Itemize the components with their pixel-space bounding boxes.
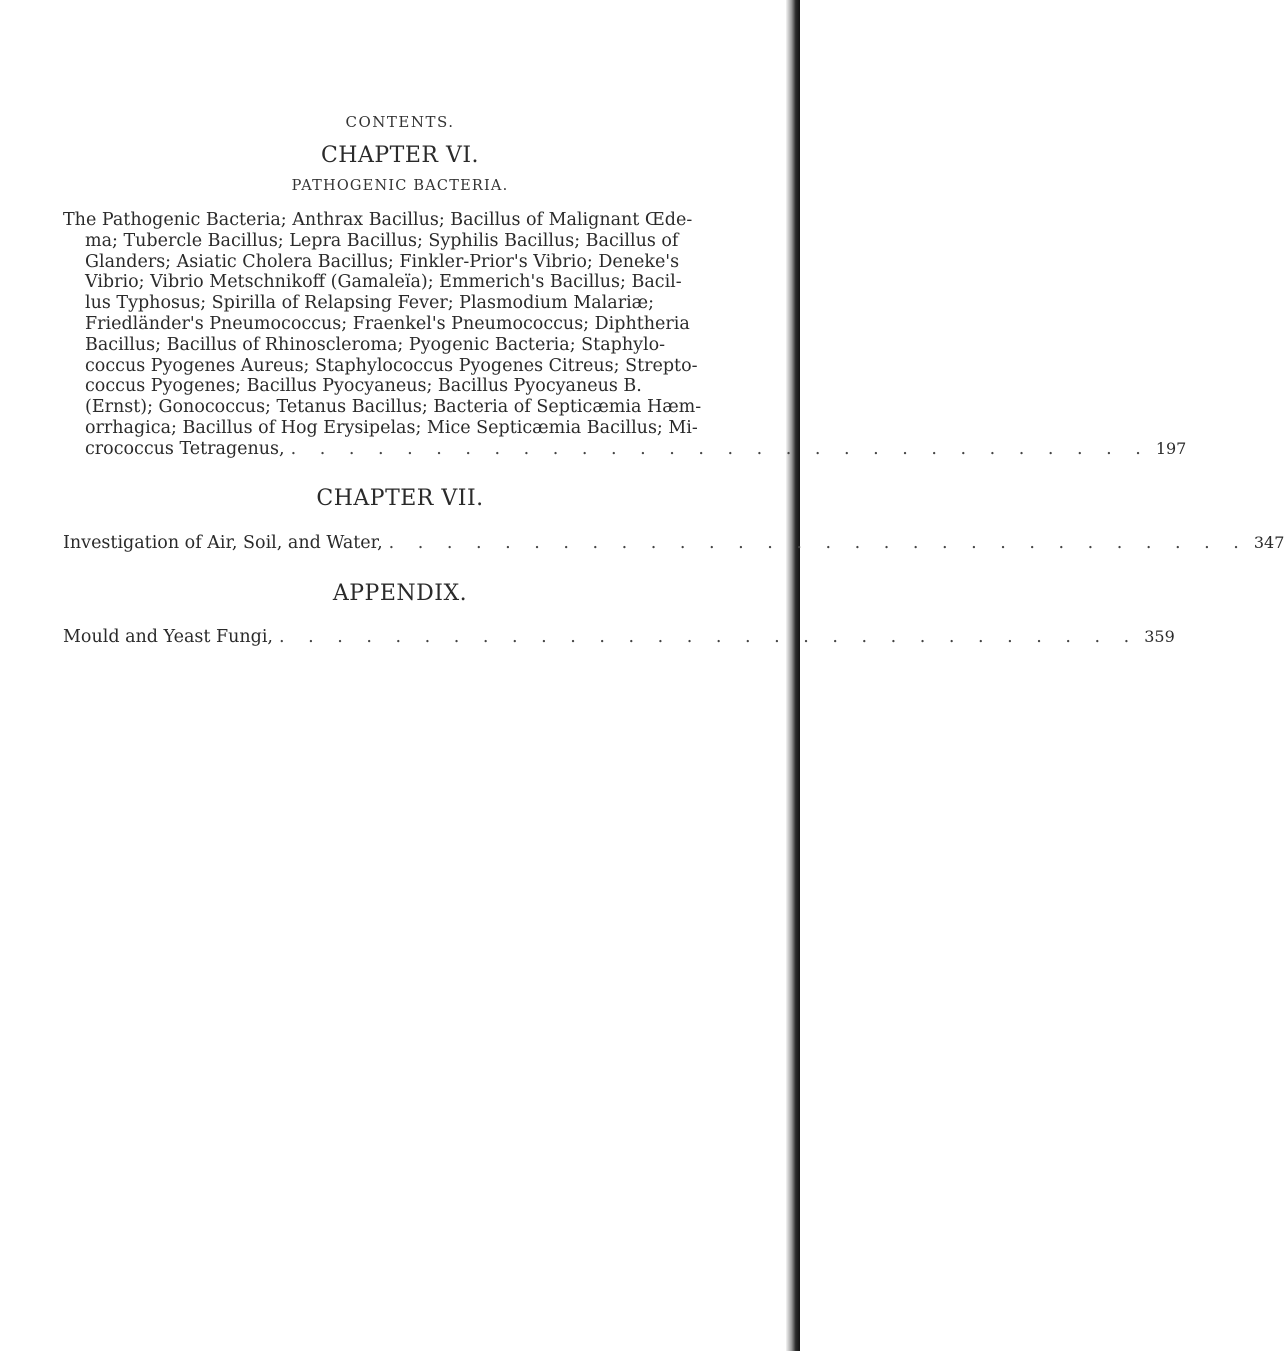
appendix-page-number: 359 [1144, 627, 1175, 646]
toc-line: Bacillus; Bacillus of Rhinoscleroma; Pyogenic Bacteria; Staphylo- [85, 334, 666, 355]
chapter-6-entry[interactable] [63, 210, 1187, 460]
dot-leader: . . . . . . . . . . . . . . . . . . . . . . . . . . . . . . [388, 533, 1248, 553]
appendix-entry[interactable] [63, 627, 1175, 648]
toc-line: Investigation of Air, Soil, and Water, . . . . . . . . . . . . . . . . . . . . . . . . . . . . . . 347 [63, 533, 1284, 553]
toc-line: lus Typhosus; Spirilla of Relapsing Fever; Plasmodium Malariæ; [85, 293, 655, 314]
toc-line: Friedländer's Pneumococcus; Fraenkel's Pneumococcus; Diphtheria [85, 313, 690, 334]
chapter-6-title: CHAPTER VI. [320, 143, 480, 168]
toc-line: Vibrio; Vibrio Metschnikoff (Gamaleïa); Emmerich's Bacillus; Bacil- [85, 272, 682, 293]
toc-line: (Ernst); Gonococcus; Tetanus Bacillus; Bacteria of Septicæmia Hæm- [85, 397, 702, 418]
toc-line: coccus Pyogenes; Bacillus Pyocyaneus; Bacillus Pyocyaneus B. [85, 376, 642, 397]
chapter-7-page-number: 347 [1253, 533, 1284, 552]
toc-line: coccus Pyogenes Aureus; Staphylococcus Pyogenes Citreus; Strepto- [85, 355, 698, 376]
dot-leader: . . . . . . . . . . . . . . . . . . . . . . . . . . . . . . [279, 627, 1139, 647]
appendix-title: APPENDIX. [332, 581, 468, 606]
chapter-7-entry[interactable] [63, 533, 1284, 554]
toc-line: ma; Tubercle Bacillus; Lepra Bacillus; Syphilis Bacillus; Bacillus of [85, 230, 679, 251]
toc-line: Glanders; Asiatic Cholera Bacillus; Finkler-Prior's Vibrio; Deneke's [85, 251, 680, 272]
chapter-6-page-number: 197 [1155, 438, 1187, 458]
chapter-6-subtitle: PATHOGENIC BACTERIA. [291, 178, 509, 194]
chapter-7-title: CHAPTER VII. [316, 486, 484, 511]
running-head: CONTENTS. [345, 113, 455, 131]
toc-line-last: crococcus Tetragenus, . . . . . . . . . . . . . . . . . . . . . . . . . . . . . . 197 [85, 438, 1187, 459]
toc-line: Mould and Yeast Fungi, . . . . . . . . . . . . . . . . . . . . . . . . . . . . . . 359 [63, 627, 1175, 647]
toc-line: orrhagica; Bacillus of Hog Erysipelas; Mice Septicæmia Bacillus; Mi- [85, 417, 698, 438]
dot-leader: . . . . . . . . . . . . . . . . . . . . . . . . . . . . . . [290, 438, 1150, 459]
toc-line: The Pathogenic Bacteria; Anthrax Bacillus; Bacillus of Malignant Œde- [63, 210, 693, 230]
page-edge-shadow [786, 0, 800, 1351]
